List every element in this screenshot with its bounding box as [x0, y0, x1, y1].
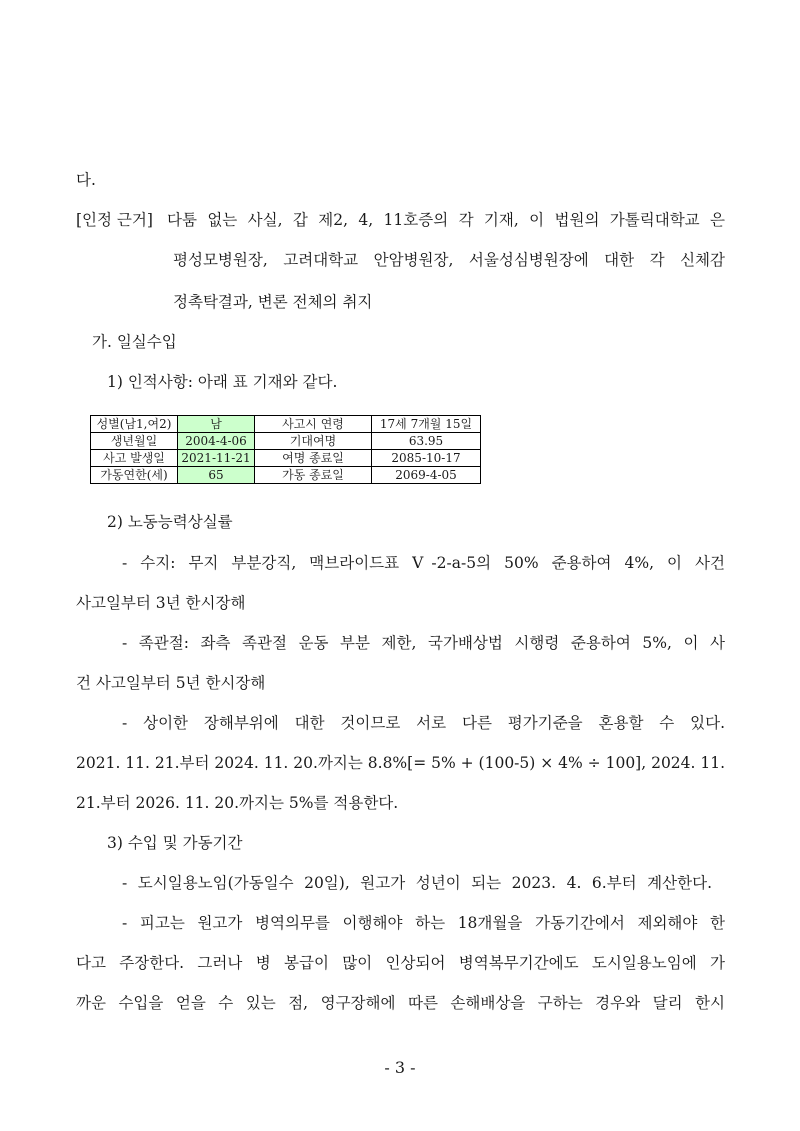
- table-cell-row-label-2: 사고시 연령: [255, 416, 372, 433]
- wrist-line-1: - 수지: 무지 부분강직, 맥브라이드표 Ⅴ-2-a-5의 50% 준용하여 4%, 이 사건: [122, 554, 725, 572]
- page-number: - 3 -: [384, 1058, 416, 1077]
- basis-line-3: 정촉탁결과, 변론 전체의 취지: [173, 293, 373, 311]
- basis-line-1: 다툼 없는 사실, 갑 제2, 4, 11호증의 각 기재, 이 법원의 가톨릭대학교 은: [167, 211, 725, 229]
- table-row: [91, 467, 481, 484]
- table-cell-row-label: 생년월일: [91, 433, 178, 450]
- mix-line-2: 2021. 11. 21.부터 2024. 11. 20.까지는 8.8%[= 5% + (100-5) × 4% ÷ 100], 2024. 11.: [76, 754, 725, 772]
- table-cell-row-value: 2021-11-21: [178, 450, 255, 467]
- line-da: 다.: [76, 171, 96, 189]
- table-cell-row-label-2: 여명 종료일: [255, 450, 372, 467]
- mix-line-1: - 상이한 장해부위에 대한 것이므로 서로 다른 평가기준을 혼용할 수 있다.: [122, 714, 725, 732]
- table-cell-row-label-2: 기대여명: [255, 433, 372, 450]
- table-row: [91, 433, 481, 450]
- defense-line-1: - 피고는 원고가 병역의무를 이행해야 하는 18개월을 가동기간에서 제외해야 한: [122, 914, 725, 932]
- table-row: [91, 416, 481, 433]
- table-cell-row-value-2: 63.95: [372, 433, 481, 450]
- wrist-line-2: 사고일부터 3년 한시장해: [76, 594, 246, 612]
- table-cell-row-value: 남: [178, 416, 255, 433]
- subsection-1-heading: 1) 인적사항: 아래 표 기재와 같다.: [107, 373, 338, 391]
- table-cell-row-value: 2004-4-06: [178, 433, 255, 450]
- table-cell-row-value-2: 2069-4-05: [372, 467, 481, 484]
- table-cell-row-value-2: 2085-10-17: [372, 450, 481, 467]
- table-cell-row-label: 가동연한(세): [91, 467, 178, 484]
- defense-line-2: 다고 주장한다. 그러나 병 봉급이 많이 인상되어 병역복무기간에도 도시일용노임에 가: [76, 954, 725, 972]
- section-ga-heading: 가. 일실수입: [92, 333, 177, 351]
- subsection-2-heading: 2) 노동능력상실률: [107, 513, 233, 531]
- personal-info-table: [90, 415, 481, 484]
- income-line: - 도시일용노임(가동일수 20일), 원고가 성년이 되는 2023. 4. 6.부터 계산한다.: [122, 874, 712, 892]
- table-cell-row-value-2: 17세 7개월 15일: [372, 416, 481, 433]
- ankle-line-1: - 족관절: 좌측 족관절 운동 부분 제한, 국가배상법 시행령 준용하여 5%, 이 사: [122, 634, 725, 652]
- ankle-line-2: 건 사고일부터 5년 한시장해: [76, 674, 266, 692]
- table-row: [91, 450, 481, 467]
- table-cell-row-value: 65: [178, 467, 255, 484]
- basis-label: [인정 근거]: [76, 211, 153, 229]
- mix-line-3: 21.부터 2026. 11. 20.까지는 5%를 적용한다.: [76, 794, 399, 812]
- table-cell-row-label: 사고 발생일: [91, 450, 178, 467]
- table-cell-row-label-2: 가동 종료일: [255, 467, 372, 484]
- table-cell-row-label: 성별(남1,여2): [91, 416, 178, 433]
- basis-line-2: 평성모병원장, 고려대학교 안암병원장, 서울성심병원장에 대한 각 신체감: [173, 251, 725, 269]
- defense-line-3: 까운 수입을 얻을 수 있는 점, 영구장해에 따른 손해배상을 구하는 경우와 달리 한시: [76, 994, 725, 1012]
- subsection-3-heading: 3) 수입 및 가동기간: [107, 834, 243, 852]
